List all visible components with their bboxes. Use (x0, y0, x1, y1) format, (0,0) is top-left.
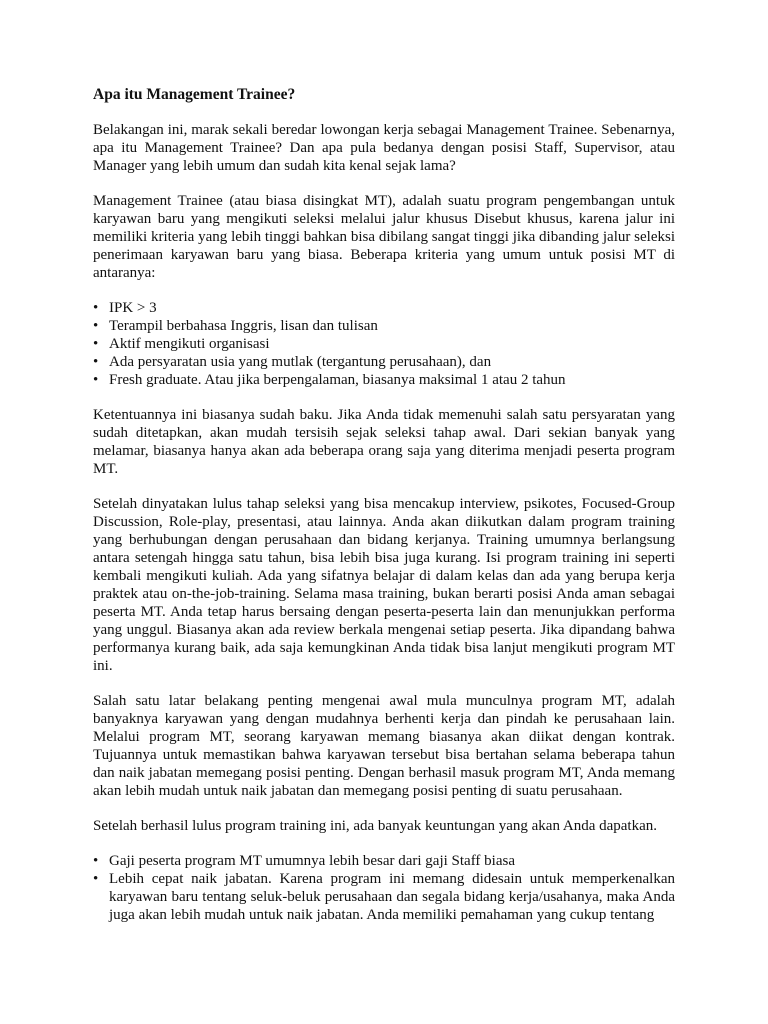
paragraph-requirements: Ketentuannya ini biasanya sudah baku. Jika Anda tidak memenuhi salah satu persyaratan yang sudah ditetapkan, akan mudah tersisih sejak seleksi tahap awal. Dari sekian banyak yang melamar, biasanya hanya akan ada beberapa orang saja yang diterima menjadi peserta program MT. (93, 407, 675, 477)
list-item: • Fresh graduate. Atau jika berpengalaman, biasanya maksimal 1 atau 2 tahun (93, 371, 675, 389)
list-item: • Gaji peserta program MT umumnya lebih besar dari gaji Staff biasa (93, 852, 675, 870)
list-item: • IPK > 3 (93, 299, 675, 317)
benefits-list (93, 852, 675, 924)
document-title: Apa itu Management Trainee? (93, 86, 296, 103)
paragraph-background: Salah satu latar belakang penting mengenai awal mula munculnya program MT, adalah banyaknya karyawan yang dengan mudahnya berhenti kerja dan pindah ke perusahaan lain. Melalui program MT, seorang karyawan memang biasanya akan diikat dengan kontrak. Tujuannya untuk memastikan bahwa karyawan tersebut bisa bertahan selama beberapa tahun dan naik jabatan memegang posisi penting. Dengan berhasil masuk program MT, Anda memang akan lebih mudah untuk naik jabatan dan memegang posisi penting di suatu perusahaan. (93, 693, 675, 799)
list-item: • Lebih cepat naik jabatan. Karena program ini memang didesain untuk memperkenalkan karyawan baru tentang seluk-beluk perusahaan dan segala bidang kerja/usahanya, maka Anda juga akan lebih mudah untuk naik jabatan. Anda memiliki pemahaman yang cukup tentang (93, 870, 675, 924)
list-item: • Terampil berbahasa Inggris, lisan dan tulisan (93, 317, 675, 335)
document-page (93, 86, 675, 941)
paragraph-benefits-intro: Setelah berhasil lulus program training ini, ada banyak keuntungan yang akan Anda dapatkan. (93, 818, 658, 834)
paragraph-intro: Belakangan ini, marak sekali beredar lowongan kerja sebagai Management Trainee. Sebenarnya, apa itu Management Trainee? Dan apa pula bedanya dengan posisi Staff, Supervisor, atau Manager yang lebih umum dan sudah kita kenal sejak lama? (93, 122, 675, 174)
list-item: • Ada persyaratan usia yang mutlak (tergantung perusahaan), dan (93, 353, 675, 371)
criteria-list (93, 299, 675, 389)
paragraph-definition: Management Trainee (atau biasa disingkat MT), adalah suatu program pengembangan untuk karyawan baru yang mengikuti seleksi melalui jalur khusus Disebut khusus, karena jalur ini memiliki kriteria yang lebih tinggi bahkan bisa dibilang sangat tinggi jika dibanding jalur seleksi penerimaan karyawan baru yang biasa. Beberapa kriteria yang umum untuk posisi MT di antaranya: (93, 193, 675, 281)
list-item: • Aktif mengikuti organisasi (93, 335, 675, 353)
paragraph-training: Setelah dinyatakan lulus tahap seleksi yang bisa mencakup interview, psikotes, Focused-Group Discussion, Role-play, presentasi, atau lainnya. Anda akan diikutkan dalam program training yang berhubungan dengan perusahaan dan bidang kerjanya. Training umumnya berlangsung antara setengah hingga satu tahun, bisa lebih bisa juga kurang. Isi program training ini seperti kembali mengikuti kuliah. Ada yang sifatnya belajar di dalam kelas dan ada yang berupa kerja praktek atau on-the-job-training. Selama masa training, bukan berarti posisi Anda aman sebagai peserta MT. Anda tetap harus bersaing dengan peserta-peserta lain dan menunjukkan performa yang unggul. Biasanya akan ada review berkala mengenai setiap peserta. Jika dipandang bahwa performanya kurang baik, ada saja kemungkinan Anda tidak bisa lanjut mengikuti program MT ini. (93, 496, 675, 674)
